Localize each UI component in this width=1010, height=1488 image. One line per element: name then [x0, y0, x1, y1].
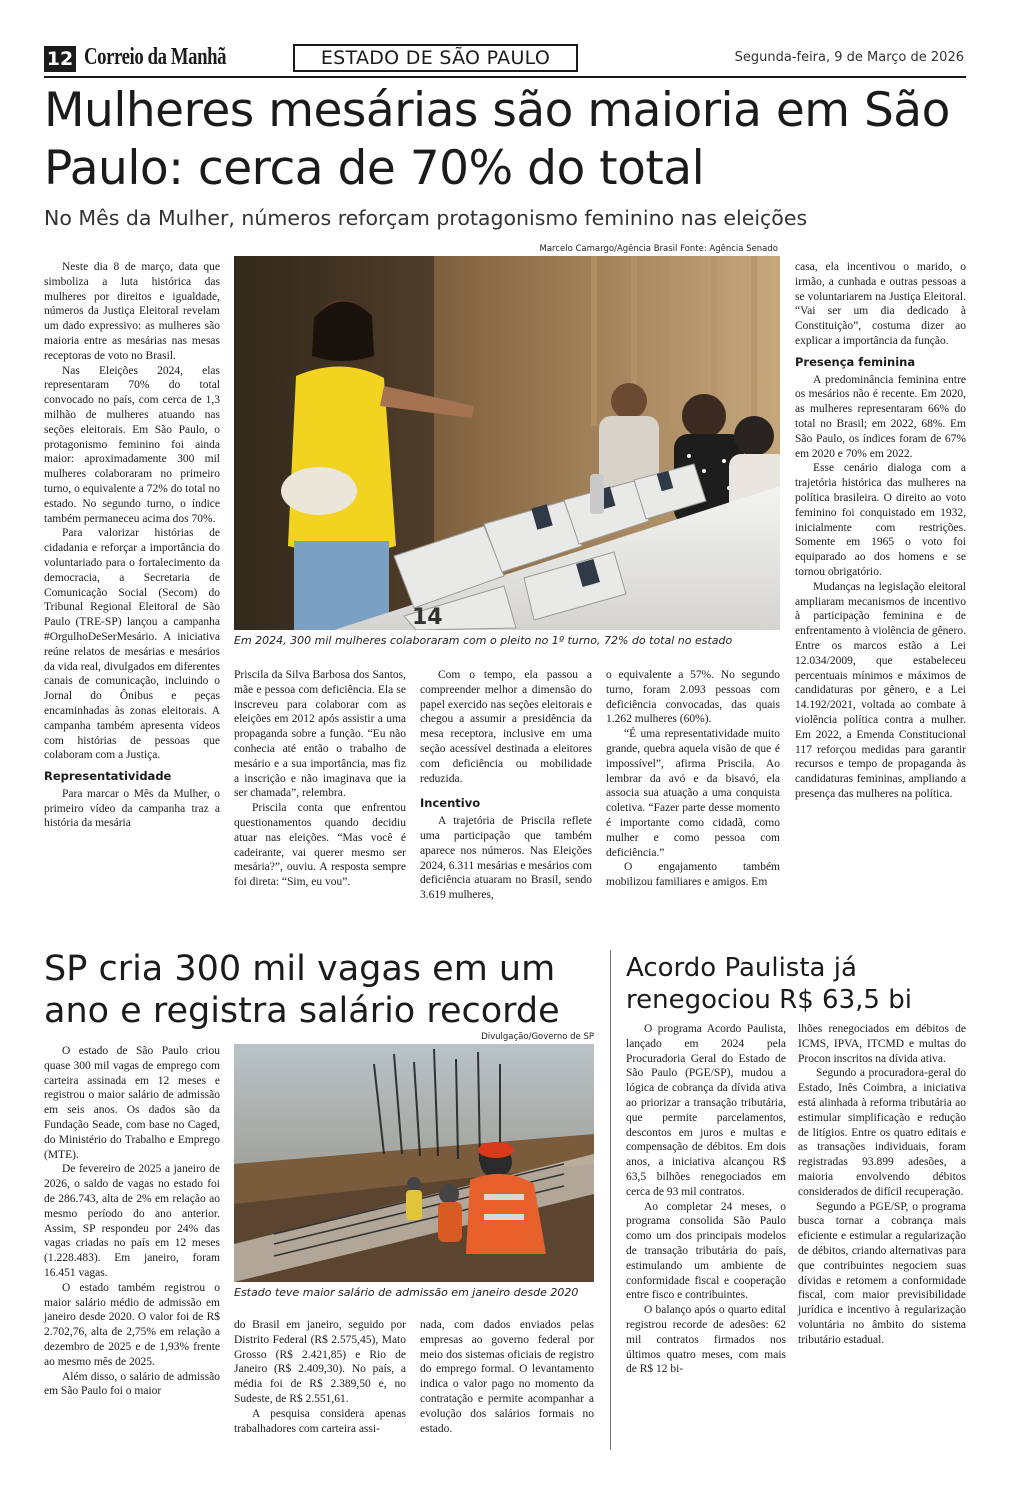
paragraph: Priscila conta que enfrentou questionamentos quando decidiu atuar nas eleições. “Mas você é cadeirante, vai querer mesmo ser mesária?”, ouviu. A resposta sempre foi direta: “Sim, eu vou”.: [234, 802, 406, 889]
jobs-photo: [234, 1044, 594, 1282]
paragraph: nada, com dados enviados pelas empresas ao governo federal por meio dos sistemas oficiais de registro do emprego formal. O levantamento indica o valor pago no momento da contratação e permite acompanhar a evolução dos salários formais no estado.: [420, 1319, 594, 1435]
main-headline: Mulheres mesárias são maioria em São Paulo: cerca de 70% do total: [44, 83, 950, 196]
section-label: ESTADO DE SÃO PAULO: [293, 44, 578, 72]
jobs-photo-credit: Divulgação/Governo de SP: [481, 1032, 594, 1042]
main-column-4: [606, 668, 780, 890]
paragraph: “É uma representatividade muito grande, quebra aquela visão de que é impossível”, afirma Priscila. Ao lembrar da avó e da bisavó, ela associa sua atuação a uma conquista coletiva. “Fazer parte desse momento é importante como cidadã, como mulher e como pessoa com deficiência.”: [606, 728, 780, 859]
main-subhead: No Mês da Mulher, números reforçam protagonismo feminino nas eleições: [44, 206, 808, 230]
paragraph: Ao completar 24 meses, o programa consolida São Paulo como um dos principais modelos de transação tributária do país, estimulando um ambiente de conformidade fiscal e cooperação entre fisco e contribuintes.: [626, 1200, 786, 1302]
paragraph: Para valorizar histórias de cidadania e reforçar a importância do voluntariado para o fortalecimento da democracia, a Secretaria de Comunicação Social (Secom) do Tribunal Regional Eleitoral de São Paulo (TRE-SP) lançou a campanha #OrgulhoDeSerMesário. A iniciativa reúne relatos de mesárias e mesários da vida real, divulgados em diferentes canais de comunicação, incluindo o Jornal do Ônibus e peças encaminhadas às zonas eleitorais. A campanha também apresenta vídeos com histórias de pessoas que colaboram com a Justiça.: [44, 527, 220, 762]
main-column-5: [795, 260, 966, 802]
subheading: Representatividade: [44, 769, 172, 784]
paragraph: Além disso, o salário de admissão em São Paulo foi o maior: [44, 1370, 220, 1398]
ballot-box-number: 14: [412, 605, 443, 630]
main-photo-credit: Marcelo Camargo/Agência Brasil Fonte: Agência Senado: [539, 244, 778, 254]
paragraph: O programa Acordo Paulista, lançado em 2024 pela Procuradoria Geral do Estado de São Paulo (PGE/SP), mudou a lógica de cobrança da dívida ativa ao priorizar a transação tributária, que permite parcelamentos, descontos em juros e multas e compensação de débitos. Em dois anos, a iniciativa alcançou R$ 63,5 bilhões renegociados em cerca de 93 mil contratos.: [626, 1023, 786, 1198]
paragraph: A trajetória de Priscila reflete uma participação que também aparece nos números. Nas Eleições 2024, 6.311 mesárias e mesários com deficiência atuaram no Brasil, sendo 3.619 mulheres,: [420, 815, 592, 902]
subheading: Presença feminina: [795, 354, 916, 369]
paragraph: Para marcar o Mês da Mulher, o primeiro vídeo da campanha traz a história da mesária: [44, 787, 220, 830]
paragraph: lhões renegociados em débitos de ICMS, IPVA, ITCMD e multas do Procon inscritos na dívida ativa.: [798, 1023, 966, 1065]
paragraph: O engajamento também mobilizou familiares e amigos. Em: [606, 861, 780, 889]
main-photo: [234, 256, 780, 630]
paragraph: Priscila da Silva Barbosa dos Santos, mãe e pessoa com deficiência. Ela se inscreveu para colaborar com as eleições em 2012 após assistir a uma propaganda sobre a função. “Eu não conhecia até então o trabalho de mesário e a sua importância, mas fiz a inscrição e não imaginava que ia ser chamada”, relembra.: [234, 669, 406, 800]
paragraph: O estado de São Paulo criou quase 300 mil vagas de emprego com carteira assinada em 12 meses e registrou o maior salário de admissão em seis anos. Os dados são da Fundação Seade, com base no Caged, do Ministério do Trabalho e Emprego (MTE).: [44, 1045, 220, 1161]
header-rule: [44, 76, 966, 78]
paragraph: Segundo a procuradora-geral do Estado, Inês Coimbra, a iniciativa está alinhada à reforma tributária ao estimular simplificação e redução de litígios. Entre os quatro editais e as transações individuais, foram registradas 93.899 adesões, a maioria envolvendo débitos considerados de difícil recuperação.: [798, 1067, 966, 1198]
paragraph: casa, ela incentivou o marido, o irmão, a cunhada e outras pessoas a se voluntariarem na Justiça Eleitoral. “Vai ser um dia dedicado à Constituição”, costuma dizer ao explicar a importância da função.: [795, 261, 966, 347]
paragraph: O estado também registrou o maior salário médio de admissão em janeiro desde 2020. O valor foi de R$ 2.702,76, alta de 2,75% em relação a dezembro de 2025 e de 1,93% frente ao mesmo mês de 2025.: [44, 1281, 220, 1368]
paragraph: Segundo a PGE/SP, o programa busca tornar a cobrança mais eficiente e estimular a regularização de débitos, criando alternativas para que contribuintes negociem suas dívidas e retomem a conformidade fiscal, com maior previsibilidade jurídica e incentivo à regularização voluntária no âmbito do sistema tributário estadual.: [798, 1200, 966, 1346]
issue-date: Segunda-feira, 9 de Março de 2026: [734, 50, 964, 65]
paragraph: De fevereiro de 2025 a janeiro de 2026, o saldo de vagas no estado foi de 286.743, alta de 2% em relação ao mesmo período do ano anterior. Assim, SP respondeu por 24% das vagas criadas no país em 12 meses (1.228.483). Em janeiro, foram 16.451 vagas.: [44, 1163, 220, 1279]
paragraph: Com o tempo, ela passou a compreender melhor a dimensão do papel exercido nas seções eleitorais e chegou a assumir a presidência da mesa receptora, inclusive em uma seção acessível destinada a eleitores com deficiência ou mobilidade reduzida.: [420, 669, 592, 785]
jobs-column-2: [234, 1318, 406, 1436]
jobs-headline: SP cria 300 mil vagas em um ano e registra salário recorde: [44, 949, 560, 1031]
paragraph: Neste dia 8 de março, data que simboliza a luta histórica das mulheres por direitos e igualdade, números da Justiça Eleitoral revelam um dado expressivo: as mulheres são maioria entre as mesárias nas mesas receptoras de voto no Brasil.: [44, 261, 220, 362]
column-divider: [610, 950, 611, 1450]
paragraph: A predominância feminina entre os mesários não é recente. Em 2020, as mulheres representaram 66% do total no Brasil; em 2022, 68%. Em São Paulo, os índices foram de 67% em 2020 e 70% em 2022.: [795, 373, 966, 460]
acordo-column-1: [626, 1022, 786, 1377]
main-column-1: [44, 260, 220, 831]
page-number: 12: [44, 46, 76, 72]
paragraph: A pesquisa considera apenas trabalhadores com carteira assi-: [234, 1407, 406, 1435]
paragraph: Mudanças na legislação eleitoral ampliaram mecanismos de incentivo à participação feminina e de enfrentamento à violência de gênero. Entre os marcos estão a Lei 12.034/2009, que estabeleceu percentuais mínimos e máximos de candidaturas por gênero, e a Lei 14.192/2021, voltada ao combate à violência política contra a mulher. Em 2022, a Emenda Constitucional 117 reforçou medidas para garantir recursos e tempo de propaganda às candidaturas femininas, ampliando a presença das mulheres na política.: [795, 580, 966, 800]
subheading: Incentivo: [420, 796, 481, 811]
paragraph: Esse cenário dialoga com a trajetória histórica das mulheres na política brasileira. O direito ao voto feminino foi conquistado em 1932, inicialmente com restrições. Somente em 1965 o voto foi equiparado ao dos homens e se tornou obrigatório.: [795, 462, 966, 578]
jobs-photo-caption: Estado teve maior salário de admissão em janeiro desde 2020: [234, 1286, 579, 1299]
jobs-column-3: [420, 1318, 594, 1436]
paragraph: O balanço após o quarto edital registrou recorde de adesões: 62 mil contratos firmados nos últimos quatro meses, com mais de R$ 12 bi-: [626, 1304, 786, 1376]
paragraph: do Brasil em janeiro, seguido por Distrito Federal (R$ 2.575,45), Mato Grosso (R$ 2.421,85) e Rio de Janeiro (R$ 2.409,30). No país, a média foi de R$ 2.389,50 e, no Sudeste, de R$ 2.551,61.: [234, 1319, 406, 1405]
paragraph: o equivalente a 57%. No segundo turno, foram 2.093 pessoas com deficiência convocadas, das quais 1.262 mulheres (60%).: [606, 669, 780, 726]
main-column-2: [234, 668, 406, 890]
main-photo-caption: Em 2024, 300 mil mulheres colaboraram com o pleito no 1º turno, 72% do total no estado: [234, 634, 733, 647]
jobs-column-1: [44, 1044, 220, 1399]
acordo-headline: Acordo Paulista já renegociou R$ 63,5 bi: [626, 953, 912, 1015]
paragraph: Nas Eleições 2024, elas representaram 70% do total convocado no país, com cerca de 1,3 milhão de mulheres atuando nas seções eleitorais. Em São Paulo, o protagonismo feminino foi ainda maior: aproximadamente 300 mil mulheres colaboraram no primeiro turno, o equivalente a 72% do total no estado. No segundo turno, o índice também permaneceu acima dos 70%.: [44, 364, 220, 525]
acordo-column-2: [798, 1022, 966, 1348]
main-column-3: [420, 668, 592, 903]
masthead-logo: Correio da Manhã: [84, 44, 227, 70]
